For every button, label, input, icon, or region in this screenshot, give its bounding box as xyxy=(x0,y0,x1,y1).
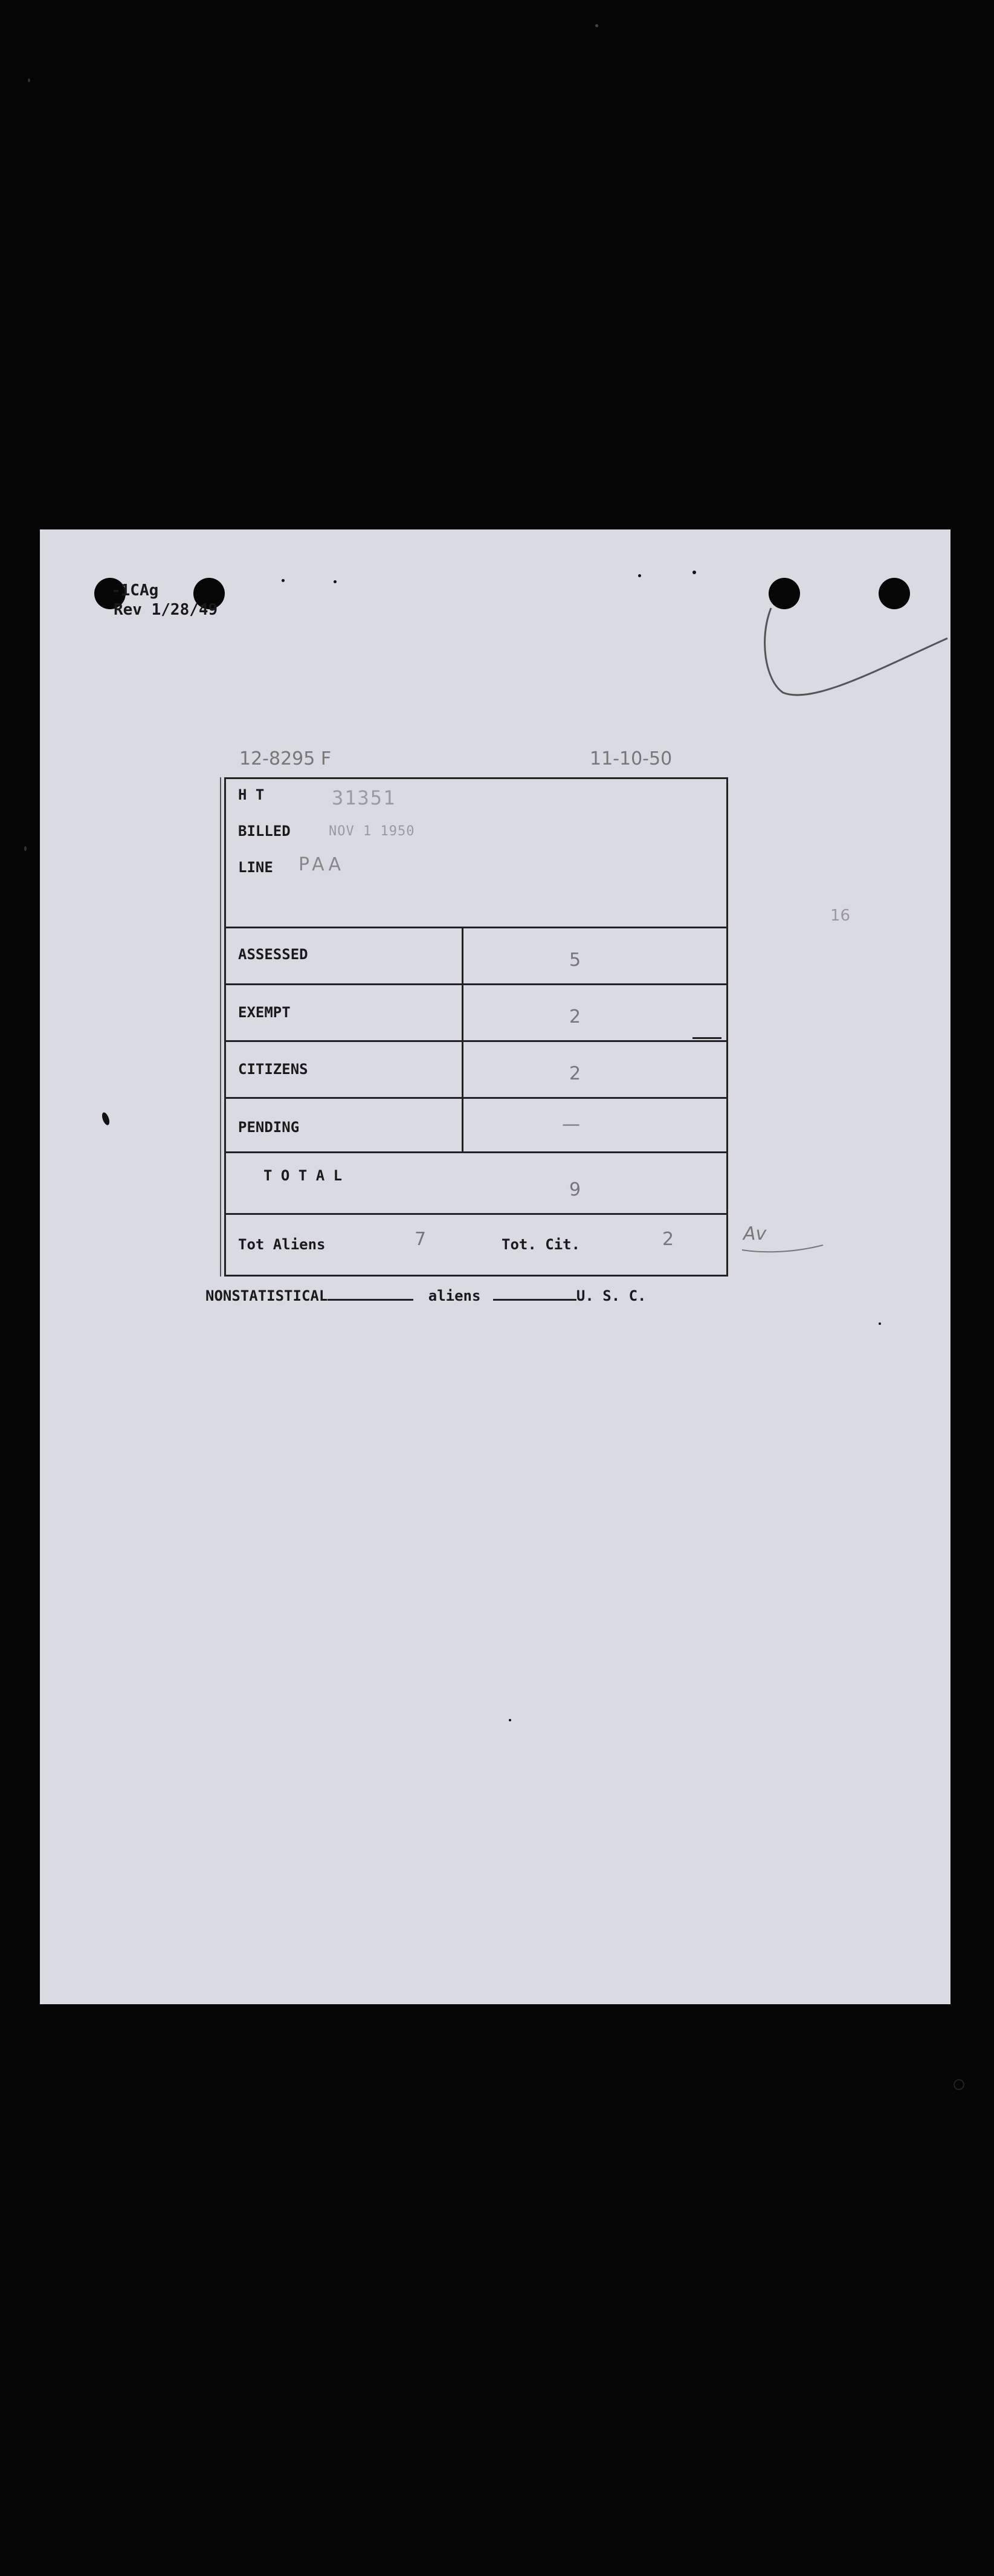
ht-value: 31351 xyxy=(332,786,396,809)
usc-label: U. S. C. xyxy=(576,1287,647,1304)
billed-stamp: NOV 1 1950 xyxy=(329,824,415,839)
citizens-label: CITIZENS xyxy=(238,1061,308,1078)
handwritten-date: 11-10-50 xyxy=(590,748,673,769)
aliens-blank xyxy=(493,1299,576,1301)
aliens-label: aliens xyxy=(428,1287,481,1304)
nonstatistical-line xyxy=(205,1287,647,1304)
pen-stroke xyxy=(759,602,952,723)
initials-underline xyxy=(741,1243,825,1255)
ink-speck xyxy=(509,1719,511,1721)
stray-line xyxy=(220,777,221,1277)
nonstatistical-blank xyxy=(328,1299,413,1301)
divider xyxy=(226,927,726,928)
line-value: PAA xyxy=(299,854,345,875)
ink-speck xyxy=(101,1112,111,1126)
total-value: 9 xyxy=(569,1179,581,1200)
total-label: T O T A L xyxy=(263,1167,343,1184)
pending-value: — xyxy=(562,1114,580,1135)
margin-mark: 16 xyxy=(830,907,851,925)
divider xyxy=(226,1213,726,1215)
citizens-value: 2 xyxy=(569,1063,581,1084)
form-number: -1CAg xyxy=(111,581,159,600)
tot-aliens-label: Tot Aliens xyxy=(238,1236,326,1253)
ink-speck xyxy=(879,1322,881,1325)
divider xyxy=(226,983,726,985)
ink-speck xyxy=(638,574,641,577)
stray-line xyxy=(692,1037,721,1039)
form-sheet xyxy=(40,529,950,2004)
divider xyxy=(226,1151,726,1153)
film-speck xyxy=(28,79,30,82)
exempt-value: 2 xyxy=(569,1006,581,1027)
initials: Av xyxy=(743,1223,767,1244)
exempt-label: EXEMPT xyxy=(238,1004,291,1021)
column-divider xyxy=(462,927,463,1151)
tally-form xyxy=(224,777,728,1277)
ht-label: H T xyxy=(238,786,265,803)
film-speck xyxy=(954,2079,964,2090)
tot-aliens-value: 7 xyxy=(415,1229,427,1250)
ink-speck xyxy=(282,579,285,582)
divider xyxy=(226,1040,726,1042)
ink-speck xyxy=(334,580,337,583)
pending-label: PENDING xyxy=(238,1119,300,1136)
billed-label: BILLED xyxy=(238,823,291,840)
file-reference: 12-8295 F xyxy=(239,748,332,769)
assessed-value: 5 xyxy=(569,950,581,971)
nonstatistical-label: NONSTATISTICAL xyxy=(205,1287,328,1304)
form-revision: Rev 1/28/49 xyxy=(114,601,218,619)
tot-cit-label: Tot. Cit. xyxy=(502,1236,581,1253)
ink-speck xyxy=(692,571,696,574)
film-speck xyxy=(24,846,27,851)
tot-cit-value: 2 xyxy=(662,1229,674,1250)
line-label: LINE xyxy=(238,859,273,876)
assessed-label: ASSESSED xyxy=(238,946,308,963)
divider xyxy=(226,1097,726,1099)
film-speck xyxy=(595,24,598,27)
